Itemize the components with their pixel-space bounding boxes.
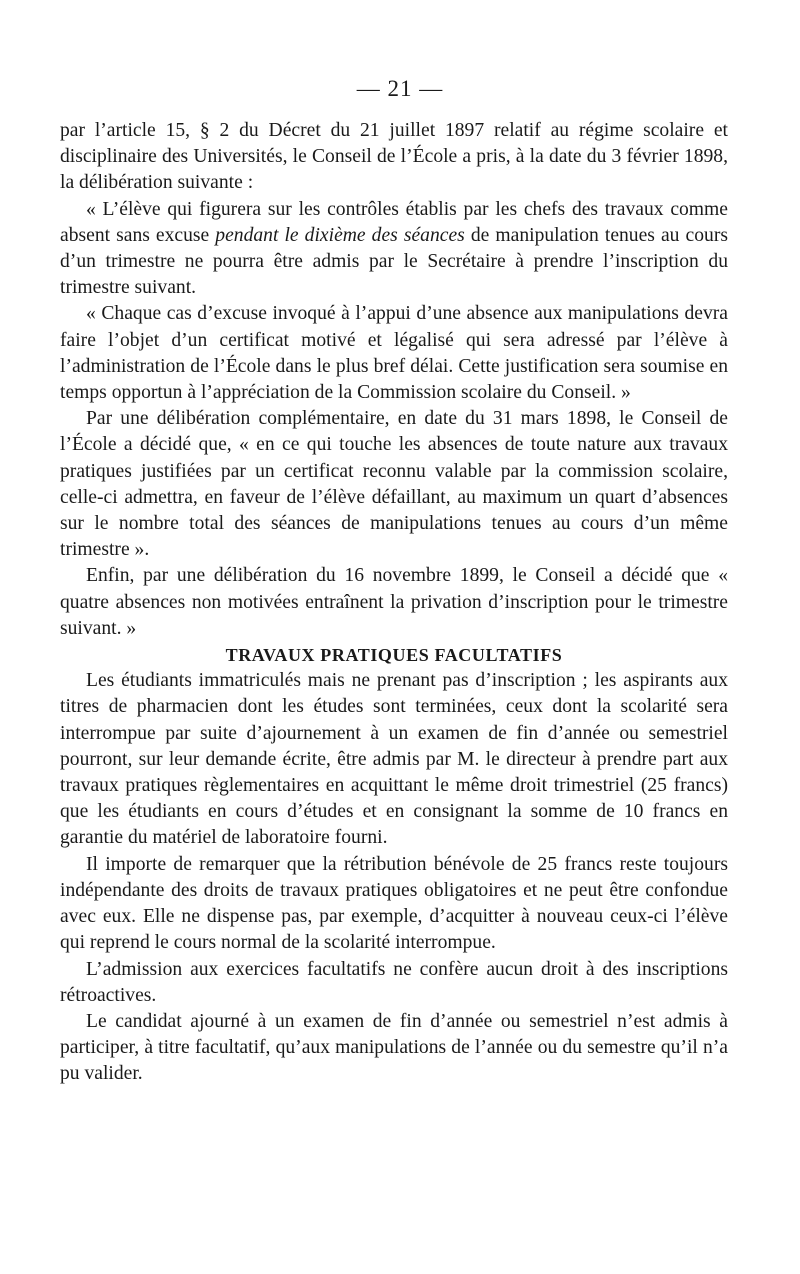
page-number: — 21 — [356,76,444,101]
paragraph-quote-absence [60,197,728,302]
paragraph-adjourned-candidate: Le candidat ajourné à un examen de fin d’année ou semestriel n’est admis à participer, à titre facultatif, qu’aux manipulations de l’année ou du semestre qu’il n’a pu valider. [60,1010,728,1085]
section-heading: TRAVAUX PRATIQUES FACULTATIFS [225,645,563,666]
paragraph-no-retroactive: L’admission aux exercices facultatifs ne confère aucun droit à des inscriptions rétroactives. [60,958,728,1006]
paragraph-complementary-deliberation: Par une délibération complémentaire, en date du 31 mars 1898, le Conseil de l’École a décidé que, « en ce qui touche les absences de toute nature aux travaux pratiques justifiées par un certificat reconnu valable par la commission scolaire, celle-ci admettra, en faveur de l’élève défaillant, au maximum un quart d’absences sur le nombre total des séances de manipulations tenues au cours d’un même trimestre ». [60,408,728,561]
body-text [60,118,728,1088]
quote-text-before: « L’élève qui figurera sur les contrôles établis par les chefs des travaux comme absent sans excuse [60,198,728,246]
paragraph-article-reference: par l’article 15, § 2 du Décret du 21 juillet 1897 relatif au régime scolaire et disciplinaire des Universités, le Conseil de l’École a pris, à la date du 3 février 1898, la délibération suivante : [60,120,728,194]
quote-text-after: de manipulation tenues au cours d’un trimestre ne pourra être admis par le Secrétaire à prendre l’inscription du trimestre suivant. [60,224,728,299]
quote-emphasis: pendant le dixième des séances [215,224,465,246]
paragraph-final-deliberation: Enfin, par une délibération du 16 novembre 1899, le Conseil a décidé que « quatre absences non motivées entraînent la privation d’inscription pour le trimestre suivant. » [60,565,728,639]
paragraph-voluntary-fee: Il importe de remarquer que la rétribution bénévole de 25 francs reste toujours indépendante des droits de travaux pratiques obligatoires et ne peut être confondue avec eux. Elle ne dispense pas, par exemple, d’acquitter à nouveau ceux-ci l’élève qui reprend le cours normal de la scolarité interrompue. [60,853,728,954]
paragraph-excuse: « Chaque cas d’excuse invoqué à l’appui d’une absence aux manipulations devra faire l’objet d’un certificat motivé et légalisé qui sera adressé par l’élève à l’administration de l’École dans le plus bref délai. Cette justification sera soumise en temps opportun à l’appréciation de la Commission scolaire du Conseil. » [60,303,728,404]
paragraph-optional-students: Les étudiants immatriculés mais ne prenant pas d’inscription ; les aspirants aux titres de pharmacien dont les études sont terminées, ceux dont la scolarité sera interrompue par suite d’ajournement à un examen de fin d’année ou semestriel pourront, sur leur demande écrite, être admis par M. le directeur à prendre part aux travaux pratiques règlementaires en acquittant le même droit trimestriel (25 francs) que les étudiants en cours d’études et en consignant la somme de 10 francs en garantie du matériel de laboratoire fourni. [60,670,728,849]
